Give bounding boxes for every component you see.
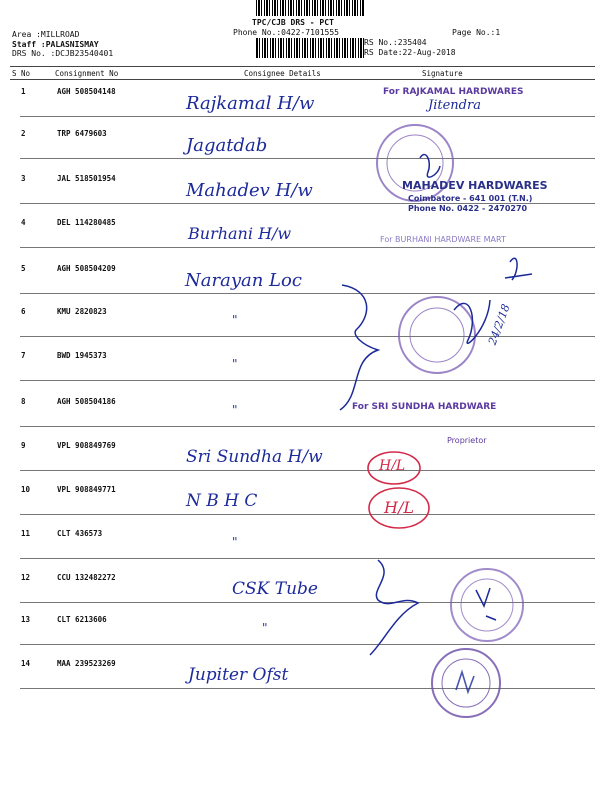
signature-csk [476,588,496,620]
row-sno: 12 [21,573,31,582]
rs-number: RS No.:235404 [364,38,427,47]
row-sno: 13 [21,615,31,624]
row-consignee-handwriting: " [232,313,238,327]
stamp-proprietor: Proprietor [447,436,487,445]
date-scrawl: 24/2/18 [485,302,513,347]
row-sno: 5 [21,264,26,273]
page-number: Page No.:1 [452,28,501,37]
signature-narayan [454,300,490,343]
col-consignee: Consignee Details [244,69,321,78]
round-stamp-jupiter [432,649,500,717]
row-consignment-no: AGH 508504209 [57,264,116,273]
row-consignment-no: DEL 114280485 [57,218,116,227]
row-consignee-handwriting: Jupiter Ofst [188,665,289,685]
stamp-mahadev-name: MAHADEV HARDWARES [402,179,548,192]
round-stamp-csk [451,569,523,641]
row-consignment-no: CLT 6213606 [57,615,107,624]
bracket-csk [370,560,418,655]
rs-date: RS Date:22-Aug-2018 [364,47,456,57]
stamp-rajkamal: For RAJKAMAL HARDWARES [383,87,524,97]
row-consignment-no: KMU 2820823 [57,307,107,316]
stamp-sundha: For SRI SUNDHA HARDWARE [352,402,497,412]
row-sno: 11 [21,529,31,538]
signature-burhani [505,258,532,280]
col-signature: Signature [422,69,463,78]
row-consignee-handwriting: Jagatdab [186,135,268,156]
row-consignment-no: AGH 508504186 [57,397,116,406]
row-consignment-no: TRP 6479603 [57,129,107,138]
row-consignment-no: MAA 239523269 [57,659,116,668]
row-consignee-handwriting: N B H C [186,491,258,511]
row-sno: 2 [21,129,26,138]
row-sno: 10 [21,485,31,494]
round-stamp-narayan-locks [399,297,475,373]
row-sno: 3 [21,174,26,183]
document-title: TPC/CJB DRS - PCT [252,18,334,27]
col-consignment: Consignment No [55,69,119,78]
row-consignee-handwriting: Narayan Loc [185,270,302,291]
row-consignment-no: CCU 132482272 [57,573,116,582]
row-sno: 8 [21,397,26,406]
signature-mahadev [420,155,440,178]
row-sno: 1 [21,87,26,96]
row-consignee-handwriting: Rajkamal H/w [186,93,315,114]
area-label: Area :MILLROAD [12,30,80,39]
row-sno: 6 [21,307,26,316]
hl-mark-2: H/L [384,498,414,517]
row-consignment-no: CLT 436573 [57,529,103,538]
bracket-narayan [340,285,378,410]
row-consignment-no: JAL 518501954 [57,174,116,183]
row-consignment-no: BWD 1945373 [57,351,107,360]
staff-label: Staff :PALASNISMAY [12,39,99,49]
row-consignee-handwriting: " [262,621,268,635]
stamp-mahadev-phone: Phone No. 0422 - 2470270 [408,204,528,213]
row-sno: 14 [21,659,31,668]
row-consignee-handwriting: Mahadev H/w [186,180,313,201]
phone-number: Phone No.:0422-7101555 [233,28,339,37]
row-consignee-handwriting: Burhani H/w [188,224,292,243]
signature-jitendra: Jitendra [428,98,481,113]
hl-mark-1: H/L [379,458,406,474]
row-consignee-handwriting: " [232,403,238,417]
row-consignee-handwriting: " [232,357,238,371]
stamp-mahadev-city: Coimbatore - 641 001 (T.N.) [408,194,533,203]
row-consignee-handwriting: Sri Sundha H/w [186,447,323,467]
row-sno: 9 [21,441,26,450]
drs-number: DRS No. :DCJB23540401 [12,49,114,58]
row-sno: 7 [21,351,26,360]
row-consignee-handwriting: CSK Tube [232,579,318,599]
row-consignment-no: VPL 908849769 [57,441,116,450]
row-consignment-no: AGH 508504148 [57,87,116,96]
stamp-burhani: For BURHANI HARDWARE MART [380,235,506,244]
row-consignment-no: VPL 908849771 [57,485,116,494]
row-sno: 4 [21,218,26,227]
row-consignee-handwriting: " [232,535,238,549]
col-sno: S No [12,69,31,78]
